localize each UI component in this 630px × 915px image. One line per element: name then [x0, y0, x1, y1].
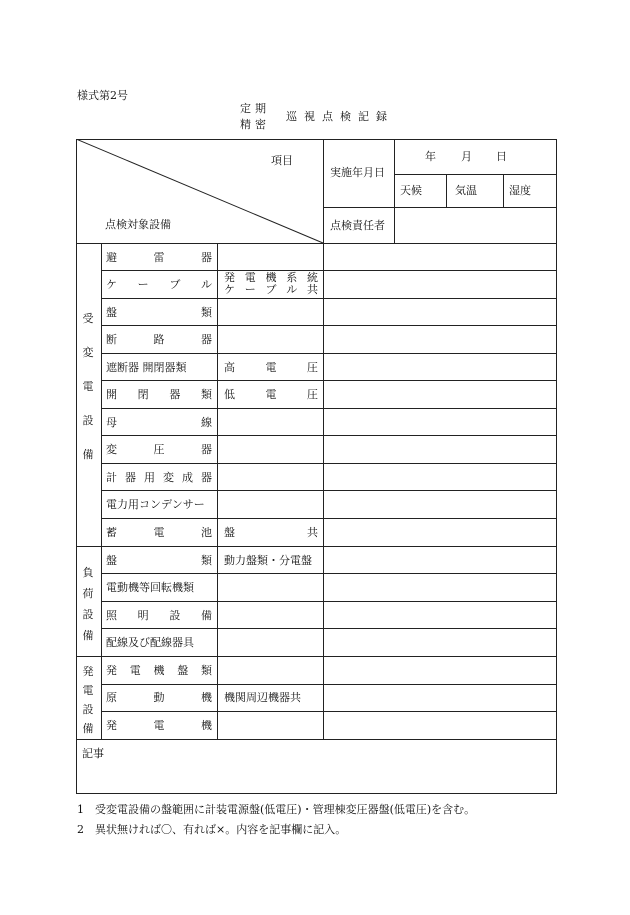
row-name: 原 動 機 — [106, 691, 212, 704]
day-label: 日 — [496, 150, 507, 163]
row-sub: 発 電 機 系 統 — [224, 271, 318, 284]
row-name: 電力用コンデンサー — [106, 498, 205, 511]
title-periodic: 定期 — [240, 102, 270, 115]
row-name: 変 圧 器 — [106, 443, 212, 456]
notes-label: 記事 — [82, 747, 104, 760]
footnote-1: 1 受変電設備の盤範囲に計装電源盤(低電圧)・管理棟変圧器盤(低電圧)を含む。 — [77, 803, 476, 816]
row-name: 盤 類 — [106, 306, 212, 319]
row-name: 盤 類 — [106, 554, 212, 567]
row-name: 断 路 器 — [106, 333, 212, 346]
group-load: 負 荷 設 備 — [82, 566, 94, 642]
row-name: 開 閉 器 類 — [106, 388, 212, 401]
row-sub: 機関周辺機器共 — [224, 691, 301, 704]
row-sub: 高 電 圧 — [224, 361, 318, 374]
row-name: ケ ー ブ ル — [106, 278, 212, 291]
row-name: 発 電 機 — [106, 719, 212, 732]
row-name: 遮断器 開閉器類 — [106, 361, 187, 374]
row-name: 母 線 — [106, 416, 212, 429]
target-label: 点検対象設備 — [105, 218, 171, 231]
form-title — [232, 100, 412, 136]
row-name: 電動機等回転機類 — [106, 581, 194, 594]
row-name: 発 電 機 盤 類 — [106, 664, 212, 677]
humidity-label: 湿度 — [509, 184, 531, 197]
row-sub: 盤 共 — [224, 526, 318, 539]
inspector-label: 点検責任者 — [330, 219, 385, 232]
weather-label: 天候 — [400, 184, 422, 197]
row-name: 避 雷 器 — [106, 251, 212, 264]
row-sub: ケ ー ブ ル 共 — [224, 283, 318, 296]
row-name: 照 明 設 備 — [106, 609, 212, 622]
row-name: 計 器 用 変 成 器 — [106, 471, 212, 484]
footnote-2: 2 異状無ければ〇、有れば×。内容を記事欄に記入。 — [77, 823, 347, 836]
row-sub: 低 電 圧 — [224, 388, 318, 401]
row-sub: 動力盤類・分電盤 — [224, 554, 312, 567]
group-generator: 発 電 設 備 — [82, 665, 94, 735]
group-substation: 受 変 電 設 備 — [82, 312, 94, 461]
row-name: 蓄 電 池 — [106, 526, 212, 539]
title-detailed: 精密 — [240, 118, 270, 131]
date-label: 実施年月日 — [330, 166, 385, 179]
year-label: 年 — [425, 150, 436, 163]
title-main: 巡視点検記録 — [286, 110, 394, 123]
form-number: 様式第2号 — [77, 89, 128, 102]
item-label: 項目 — [271, 154, 293, 167]
temperature-label: 気温 — [455, 184, 477, 197]
month-label: 月 — [461, 150, 472, 163]
row-name: 配線及び配線器具 — [106, 636, 194, 649]
